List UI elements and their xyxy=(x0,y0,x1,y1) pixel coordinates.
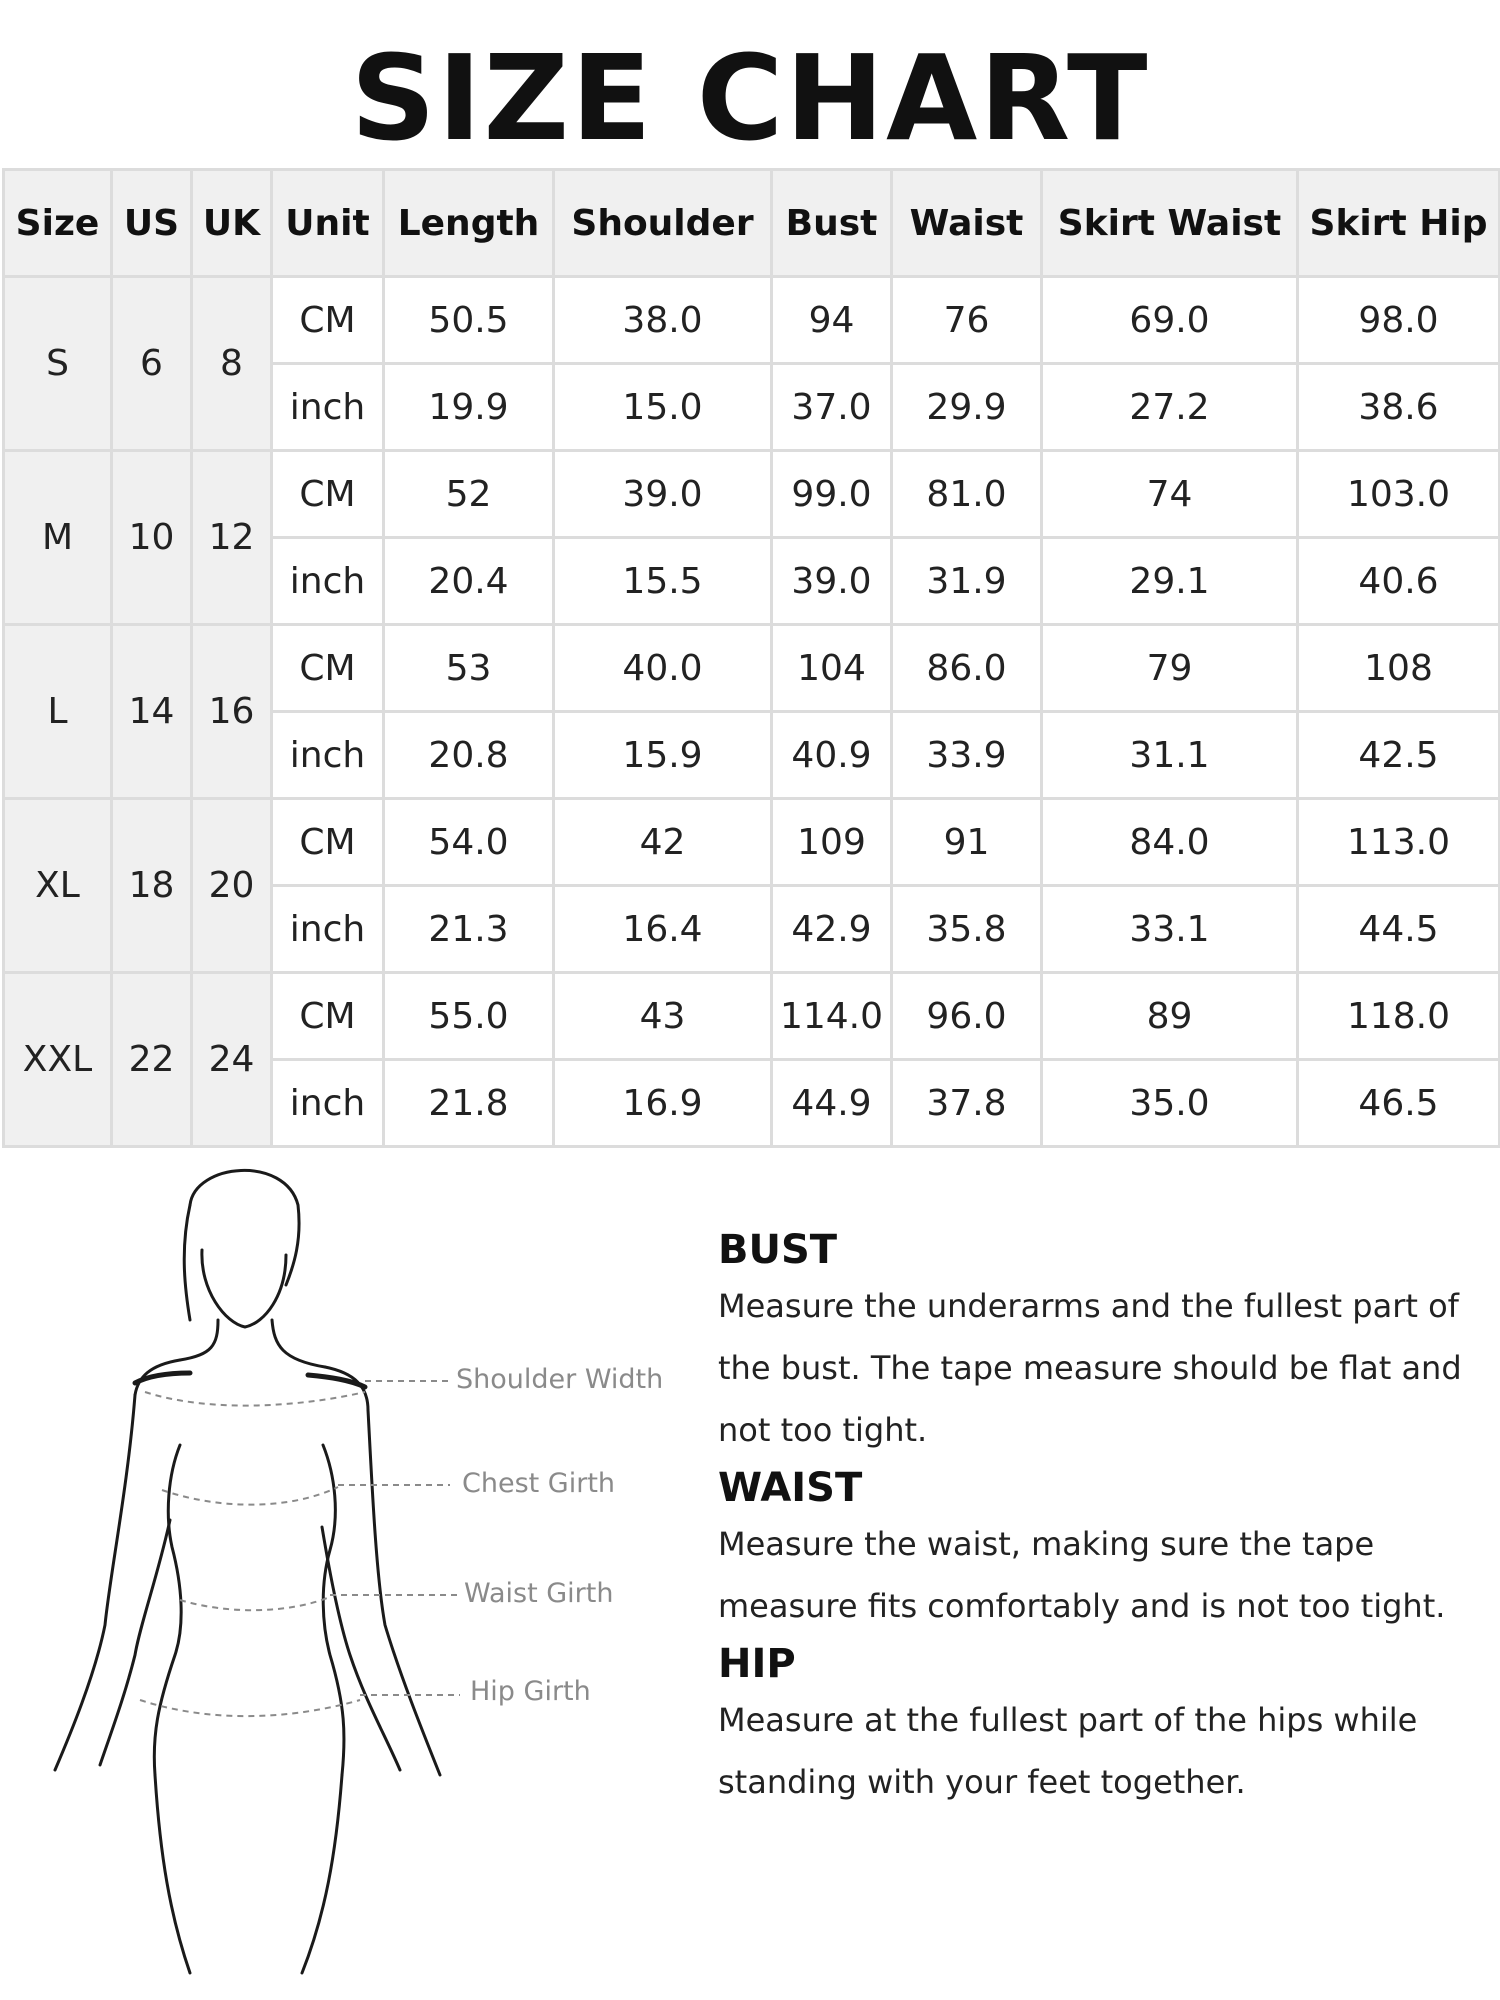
body-measurement-figure xyxy=(40,1155,700,1985)
waist-section xyxy=(718,1463,1478,1637)
measurement-cell: 104 xyxy=(772,625,892,712)
measurement-cell: 16.9 xyxy=(554,1060,772,1147)
measurement-cell: 55.0 xyxy=(384,973,554,1060)
table-row xyxy=(4,277,1500,364)
measurement-cell: 40.9 xyxy=(772,712,892,799)
waist-title: WAIST xyxy=(718,1465,863,1511)
measurement-cell: 54.0 xyxy=(384,799,554,886)
column-header: Shoulder xyxy=(554,170,772,277)
page-title: SIZE CHART xyxy=(350,29,1150,167)
column-header: Waist xyxy=(892,170,1042,277)
unit-cell: CM xyxy=(272,625,384,712)
measurement-cell: 40.6 xyxy=(1298,538,1500,625)
unit-cell: CM xyxy=(272,799,384,886)
measurement-cell: 96.0 xyxy=(892,973,1042,1060)
measurement-cell: 38.6 xyxy=(1298,364,1500,451)
size-cell: XL xyxy=(4,799,112,973)
us-size-cell: 10 xyxy=(112,451,192,625)
bust-section xyxy=(718,1225,1478,1461)
size-cell: L xyxy=(4,625,112,799)
measurement-cell: 114.0 xyxy=(772,973,892,1060)
measurement-cell: 76 xyxy=(892,277,1042,364)
measurement-cell: 42.5 xyxy=(1298,712,1500,799)
waist-girth-label: Waist Girth xyxy=(464,1578,614,1609)
measurement-cell: 33.9 xyxy=(892,712,1042,799)
size-cell: S xyxy=(4,277,112,451)
size-cell: M xyxy=(4,451,112,625)
us-size-cell: 18 xyxy=(112,799,192,973)
woman-silhouette-icon xyxy=(40,1155,700,1985)
column-header: UK xyxy=(192,170,272,277)
hip-girth-label: Hip Girth xyxy=(470,1676,591,1707)
measurement-cell: 42.9 xyxy=(772,886,892,973)
hip-section xyxy=(718,1639,1478,1813)
bust-title: BUST xyxy=(718,1227,838,1273)
measurement-cell: 15.5 xyxy=(554,538,772,625)
measurement-cell: 84.0 xyxy=(1042,799,1298,886)
measurement-cell: 19.9 xyxy=(384,364,554,451)
measurement-cell: 31.9 xyxy=(892,538,1042,625)
measurement-cell: 21.3 xyxy=(384,886,554,973)
chest-girth-label: Chest Girth xyxy=(462,1468,616,1499)
us-size-cell: 22 xyxy=(112,973,192,1147)
measurement-cell: 37.8 xyxy=(892,1060,1042,1147)
column-header: Unit xyxy=(272,170,384,277)
measurement-cell: 103.0 xyxy=(1298,451,1500,538)
measurement-cell: 29.1 xyxy=(1042,538,1298,625)
measurement-cell: 89 xyxy=(1042,973,1298,1060)
uk-size-cell: 24 xyxy=(192,973,272,1147)
measurement-cell: 44.9 xyxy=(772,1060,892,1147)
measurement-cell: 29.9 xyxy=(892,364,1042,451)
hip-title: HIP xyxy=(718,1641,796,1687)
measurement-cell: 86.0 xyxy=(892,625,1042,712)
uk-size-cell: 8 xyxy=(192,277,272,451)
measurement-cell: 113.0 xyxy=(1298,799,1500,886)
measurement-cell: 35.0 xyxy=(1042,1060,1298,1147)
measurement-cell: 99.0 xyxy=(772,451,892,538)
column-header: US xyxy=(112,170,192,277)
measurement-cell: 33.1 xyxy=(1042,886,1298,973)
us-size-cell: 6 xyxy=(112,277,192,451)
column-header: Length xyxy=(384,170,554,277)
measurement-cell: 46.5 xyxy=(1298,1060,1500,1147)
unit-cell: CM xyxy=(272,277,384,364)
measurement-cell: 44.5 xyxy=(1298,886,1500,973)
measurement-cell: 94 xyxy=(772,277,892,364)
table-header-row xyxy=(4,170,1500,277)
measurement-cell: 27.2 xyxy=(1042,364,1298,451)
measurement-cell: 35.8 xyxy=(892,886,1042,973)
measurement-cell: 79 xyxy=(1042,625,1298,712)
measurement-cell: 37.0 xyxy=(772,364,892,451)
table-row xyxy=(4,625,1500,712)
unit-cell: CM xyxy=(272,451,384,538)
unit-cell: inch xyxy=(272,886,384,973)
unit-cell: CM xyxy=(272,973,384,1060)
measurement-instructions xyxy=(718,1225,1478,1815)
measurement-cell: 15.0 xyxy=(554,364,772,451)
column-header: Skirt Hip xyxy=(1298,170,1500,277)
measurement-cell: 91 xyxy=(892,799,1042,886)
measurement-cell: 81.0 xyxy=(892,451,1042,538)
measurement-cell: 108 xyxy=(1298,625,1500,712)
measurement-cell: 39.0 xyxy=(772,538,892,625)
measurement-cell: 20.4 xyxy=(384,538,554,625)
table-row xyxy=(4,973,1500,1060)
measurement-cell: 118.0 xyxy=(1298,973,1500,1060)
measurement-cell: 52 xyxy=(384,451,554,538)
waist-text: Measure the waist, making sure the tape measure fits comfortably and is not too tight. xyxy=(718,1525,1446,1625)
measurement-cell: 38.0 xyxy=(554,277,772,364)
measurement-cell: 16.4 xyxy=(554,886,772,973)
unit-cell: inch xyxy=(272,364,384,451)
measurement-cell: 21.8 xyxy=(384,1060,554,1147)
measurement-cell: 109 xyxy=(772,799,892,886)
table-row xyxy=(4,451,1500,538)
column-header: Skirt Waist xyxy=(1042,170,1298,277)
measurement-cell: 39.0 xyxy=(554,451,772,538)
size-chart-table xyxy=(2,168,1500,1148)
measurement-cell: 42 xyxy=(554,799,772,886)
measurement-cell: 53 xyxy=(384,625,554,712)
column-header: Size xyxy=(4,170,112,277)
unit-cell: inch xyxy=(272,712,384,799)
measurement-cell: 31.1 xyxy=(1042,712,1298,799)
measurement-cell: 50.5 xyxy=(384,277,554,364)
uk-size-cell: 16 xyxy=(192,625,272,799)
measurement-cell: 20.8 xyxy=(384,712,554,799)
column-header: Bust xyxy=(772,170,892,277)
measurement-cell: 43 xyxy=(554,973,772,1060)
uk-size-cell: 12 xyxy=(192,451,272,625)
unit-cell: inch xyxy=(272,538,384,625)
uk-size-cell: 20 xyxy=(192,799,272,973)
measurement-cell: 15.9 xyxy=(554,712,772,799)
unit-cell: inch xyxy=(272,1060,384,1147)
hip-text: Measure at the fullest part of the hips while standing with your feet together. xyxy=(718,1701,1418,1801)
shoulder-width-label: Shoulder Width xyxy=(456,1364,664,1395)
table-row xyxy=(4,799,1500,886)
measurement-cell: 98.0 xyxy=(1298,277,1500,364)
measurement-cell: 69.0 xyxy=(1042,277,1298,364)
bust-text: Measure the underarms and the fullest part of the bust. The tape measure should be flat and not too tight. xyxy=(718,1287,1462,1449)
size-cell: XXL xyxy=(4,973,112,1147)
measurement-cell: 40.0 xyxy=(554,625,772,712)
measurement-cell: 74 xyxy=(1042,451,1298,538)
us-size-cell: 14 xyxy=(112,625,192,799)
